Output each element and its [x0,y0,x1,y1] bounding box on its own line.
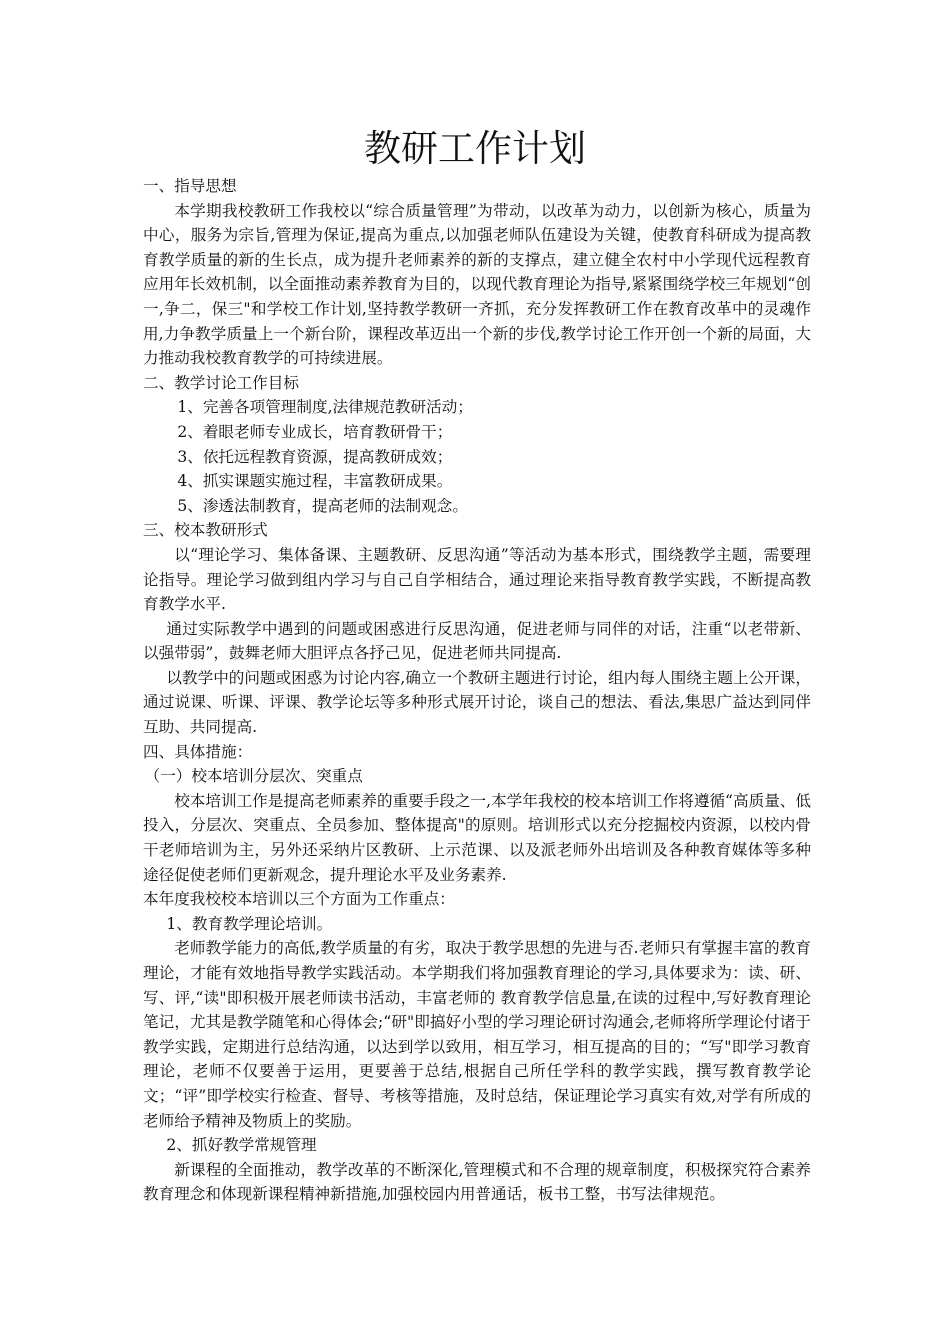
paragraph: 以“理论学习、集体备课、主题教研、反思沟通”等活动为基本形式，围绕教学主题，需要理论指导。理论学习做到组内学习与自己自学相结合，通过理论来指导教育教学实践，不断提高教育教学水平. [143,545,811,614]
paragraph: 老师教学能力的高低,教学质量的有劣，取决于教学思想的先进与否.老师只有掌握丰富的教育理论，才能有效地指导教学实践活动。本学期我们将加强教育理论的学习,具体要求为：读、研、写、评,“读"即积极开展老师读书活动，丰富老师的 教育教学信息量,在读的过程中,写好教育理论笔记，尤其是教学随笔和心得体会;“研"即搞好小型的学习理论研讨沟通会,老师将所学理论付诸于教学实践，定期进行总结沟通，以达到学以致用，相互学习，相互提高的目的；“写"即学习教育理论，老师不仅要善于运用，更要善于总结,根据自己所任学科的教学实践，撰写教育教学论文；“评”即学校实行检查、督导、考核等措施，及时总结，保证理论学习真实有效,对学有所成的老师给予精神及物质上的奖励。 [143,939,811,1130]
list-item: 2、着眼老师专业成长，培育教研骨干； [177,422,453,441]
document-body [143,174,811,1207]
subsection-heading: 2、抓好教学常规管理 [166,1136,317,1155]
list-item: 1、完善各项管理制度,法律规范教研活动； [177,398,473,417]
paragraph: 校本培训工作是提高老师素养的重要手段之一,本学年我校的校本培训工作将遵循“高质量、低投入，分层次、突重点、全员参加、整体提高"的原则。培训形式以充分挖掘校内资源，以校内骨干老师培训为主，另外还采纳片区教研、上示范课、以及派老师外出培训及各种教育媒体等多种途径促使老师们更新观念，提升理论水平及业务素养. [143,791,811,884]
subsection-heading: （一）校本培训分层次、突重点 [144,767,363,786]
list-item: 4、抓实课题实施过程，丰富教研成果。 [177,472,453,491]
paragraph: 以教学中的问题或困惑为讨论内容,确立一个教研主题进行讨论，组内每人围绕主题上公开课，通过说课、听课、评课、教学论坛等多种形式展开讨论，谈自己的想法、看法,集思广益达到同伴互助、共同提高. [143,668,811,737]
paragraph: 新课程的全面推动，教学改革的不断深化,管理模式和不合理的规章制度，积极探究符合素养教育理念和体现新课程精神新措施,加强校园内用普通话，板书工整，书写法律规范。 [143,1160,811,1204]
paragraph: 本年度我校校本培训以三个方面为工作重点： [143,890,455,909]
paragraph: 通过实际教学中遇到的问题或困惑进行反思沟通，促进老师与同伴的对话，注重“以老带新、以强带弱”，鼓舞老师大胆评点各抒己见，促进老师共同提高. [143,619,811,663]
section-heading: 四、具体措施： [143,742,253,761]
paragraph: 本学期我校教研工作我校以“综合质量管理”为带动，以改革为动力，以创新为核心，质量为中心，服务为宗旨,管理为保证,提高为重点,以加强老师队伍建设为关键，使教育科研成为提高教育教学质量的新的生长点，成为提升老师素养的新的支撑点，建立健全农村中小学现代远程教育应用年长效机制，以全面推动素养教育为目的，以现代教育理论为指导,紧紧围绕学校三年规划“创一,争二，保三"和学校工作计划,坚持教学教研一齐抓，充分发挥教研工作在教育改革中的灵魂作用,力争教学质量上一个新台阶，课程改革迈出一个新的步伐,教学讨论工作开创一个新的局面，大力推动我校教育教学的可持续进展。 [143,201,811,368]
section-heading: 一、指导思想 [143,177,237,195]
list-item: 5、渗透法制教育，提高老师的法制观念。 [177,496,468,515]
section-heading: 二、教学讨论工作目标 [143,373,299,392]
document-title: 教研工作计划 [364,127,586,170]
list-item: 3、依托远程教育资源，提高教研成效； [177,447,453,466]
section-heading: 三、校本教研形式 [143,521,268,540]
subsection-heading: 1、教育教学理论培训。 [166,914,333,933]
